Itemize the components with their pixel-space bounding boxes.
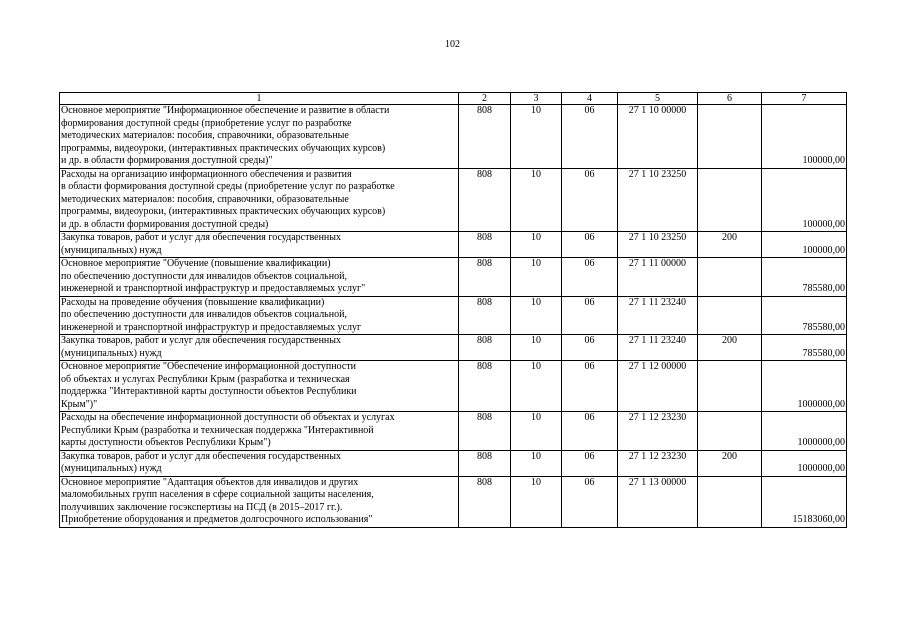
description-line: Расходы на обеспечение информационной доступности об объектах и услугах — [61, 412, 395, 423]
table-row — [60, 296, 847, 335]
budget-table — [59, 92, 847, 528]
description-line: Республики Крым (разработка и техническая поддержка "Интерактивной — [61, 424, 374, 436]
table-row — [60, 476, 847, 527]
column-number-1: 1 — [60, 93, 459, 105]
row-description — [60, 412, 459, 451]
description-line: об объектах и услугах Республики Крым (разработка и техническая — [61, 373, 350, 385]
description-line: формирования доступной среды (приобретение услуг по разработке — [61, 117, 352, 129]
description-line: Основное мероприятие "Информационное обеспечение и развитие в области — [61, 105, 390, 116]
expense-type-code: 200 — [698, 450, 762, 476]
section-code: 10 — [511, 258, 562, 297]
subsection-code: 06 — [562, 296, 618, 335]
description-line: по обеспечению доступности для инвалидов объектов социальной, — [61, 270, 347, 282]
table-row — [60, 450, 847, 476]
description-line: Основное мероприятие "Обучение (повышение квалификации) — [61, 258, 331, 269]
description-line: и др. в области формирования доступной среды) — [61, 218, 269, 230]
subsection-code: 06 — [562, 105, 618, 169]
expense-type-code — [698, 412, 762, 451]
description-line: Закупка товаров, работ и услуг для обеспечения государственных — [61, 335, 342, 346]
subsection-code: 06 — [562, 168, 618, 232]
amount-value: 1000000,00 — [762, 450, 847, 476]
subsection-code: 06 — [562, 258, 618, 297]
description-line: Расходы на организацию информационного обеспечения и развития — [61, 168, 352, 180]
table-row — [60, 335, 847, 361]
table-row — [60, 105, 847, 169]
row-description — [60, 232, 459, 258]
amount-value: 100000,00 — [762, 232, 847, 258]
description-line: Основное мероприятие "Обеспечение информационной доступности — [61, 361, 357, 372]
department-code: 808 — [459, 232, 511, 258]
description-line: Основное мероприятие "Адаптация объектов для инвалидов и других — [61, 476, 359, 488]
description-line: Закупка товаров, работ и услуг для обеспечения государственных — [61, 450, 342, 462]
column-number-4: 4 — [562, 93, 618, 105]
section-code: 10 — [511, 361, 562, 412]
expense-type-code: 200 — [698, 232, 762, 258]
column-number-5: 5 — [618, 93, 698, 105]
column-number-7: 7 — [762, 93, 847, 105]
subsection-code: 06 — [562, 476, 618, 527]
expense-type-code — [698, 258, 762, 297]
subsection-code: 06 — [562, 232, 618, 258]
column-number-3: 3 — [511, 93, 562, 105]
description-line: маломобильных групп населения в сфере социальной защиты населения, — [61, 489, 374, 500]
target-article-code: 27 1 10 23250 — [618, 168, 698, 232]
section-code: 10 — [511, 335, 562, 361]
section-code: 10 — [511, 476, 562, 527]
description-line: в области формирования доступной среды (приобретение услуг по разработке — [61, 181, 395, 192]
row-description — [60, 105, 459, 169]
amount-value: 100000,00 — [762, 105, 847, 169]
table-row — [60, 168, 847, 232]
expense-type-code — [698, 296, 762, 335]
target-article-code: 27 1 10 00000 — [618, 105, 698, 169]
section-code: 10 — [511, 296, 562, 335]
amount-value: 1000000,00 — [762, 412, 847, 451]
description-line: инженерной и транспортной инфраструктур и предоставляемых услуг" — [61, 283, 366, 294]
description-line: методических материалов: пособия, справочники, образовательные — [61, 193, 349, 205]
description-line: получивших заключение госэкспертизы на ПСД (в 2015–2017 гг.). — [61, 501, 343, 513]
section-code: 10 — [511, 168, 562, 232]
target-article-code: 27 1 10 23250 — [618, 232, 698, 258]
subsection-code: 06 — [562, 361, 618, 412]
amount-value: 1000000,00 — [762, 361, 847, 412]
department-code: 808 — [459, 361, 511, 412]
description-line: (муниципальных) нужд — [61, 244, 162, 256]
row-description — [60, 296, 459, 335]
description-line: программы, видеоуроки, (интерактивных практических обучающих курсов) — [61, 142, 386, 154]
subsection-code: 06 — [562, 335, 618, 361]
target-article-code: 27 1 11 23240 — [618, 335, 698, 361]
amount-value: 785580,00 — [762, 296, 847, 335]
column-number-2: 2 — [459, 93, 511, 105]
row-description — [60, 450, 459, 476]
expense-type-code — [698, 168, 762, 232]
description-line: Расходы на проведение обучения (повышение квалификации) — [61, 296, 325, 308]
expense-type-code: 200 — [698, 335, 762, 361]
department-code: 808 — [459, 412, 511, 451]
description-line: Закупка товаров, работ и услуг для обеспечения государственных — [61, 232, 342, 243]
table-row — [60, 258, 847, 297]
description-line: по обеспечению доступности для инвалидов объектов социальной, — [61, 309, 347, 320]
description-line: методических материалов: пособия, справочники, образовательные — [61, 130, 349, 141]
description-line: и др. в области формирования доступной среды)" — [61, 155, 273, 166]
section-code: 10 — [511, 450, 562, 476]
row-description — [60, 168, 459, 232]
description-line: поддержка "Интерактивной карты доступности объектов Республики — [61, 386, 357, 397]
row-description — [60, 335, 459, 361]
description-line: программы, видеоуроки, (интерактивных практических обучающих курсов) — [61, 206, 386, 217]
description-line: (муниципальных) нужд — [61, 347, 162, 359]
description-line: карты доступности объектов Республики Крым") — [61, 437, 271, 448]
description-line: инженерной и транспортной инфраструктур и предоставляемых услуг — [61, 321, 362, 333]
table-row — [60, 232, 847, 258]
department-code: 808 — [459, 105, 511, 169]
column-number-6: 6 — [698, 93, 762, 105]
target-article-code: 27 1 13 00000 — [618, 476, 698, 527]
department-code: 808 — [459, 296, 511, 335]
amount-value: 785580,00 — [762, 335, 847, 361]
department-code: 808 — [459, 168, 511, 232]
description-line: (муниципальных) нужд — [61, 463, 162, 474]
target-article-code: 27 1 12 00000 — [618, 361, 698, 412]
row-description — [60, 361, 459, 412]
subsection-code: 06 — [562, 412, 618, 451]
section-code: 10 — [511, 412, 562, 451]
table-row — [60, 412, 847, 451]
target-article-code: 27 1 12 23230 — [618, 412, 698, 451]
department-code: 808 — [459, 450, 511, 476]
description-line: Приобретение оборудования и предметов долгосрочного использования" — [61, 514, 373, 525]
target-article-code: 27 1 11 23240 — [618, 296, 698, 335]
section-code: 10 — [511, 105, 562, 169]
amount-value: 15183060,00 — [762, 476, 847, 527]
expense-type-code — [698, 476, 762, 527]
subsection-code: 06 — [562, 450, 618, 476]
table-row — [60, 361, 847, 412]
row-description — [60, 476, 459, 527]
amount-value: 785580,00 — [762, 258, 847, 297]
department-code: 808 — [459, 335, 511, 361]
section-code: 10 — [511, 232, 562, 258]
target-article-code: 27 1 11 00000 — [618, 258, 698, 297]
table-header-row — [60, 93, 847, 105]
description-line: Крым")" — [61, 398, 98, 410]
row-description — [60, 258, 459, 297]
amount-value: 100000,00 — [762, 168, 847, 232]
expense-type-code — [698, 105, 762, 169]
department-code: 808 — [459, 258, 511, 297]
department-code: 808 — [459, 476, 511, 527]
page-number: 102 — [445, 39, 460, 50]
target-article-code: 27 1 12 23230 — [618, 450, 698, 476]
expense-type-code — [698, 361, 762, 412]
